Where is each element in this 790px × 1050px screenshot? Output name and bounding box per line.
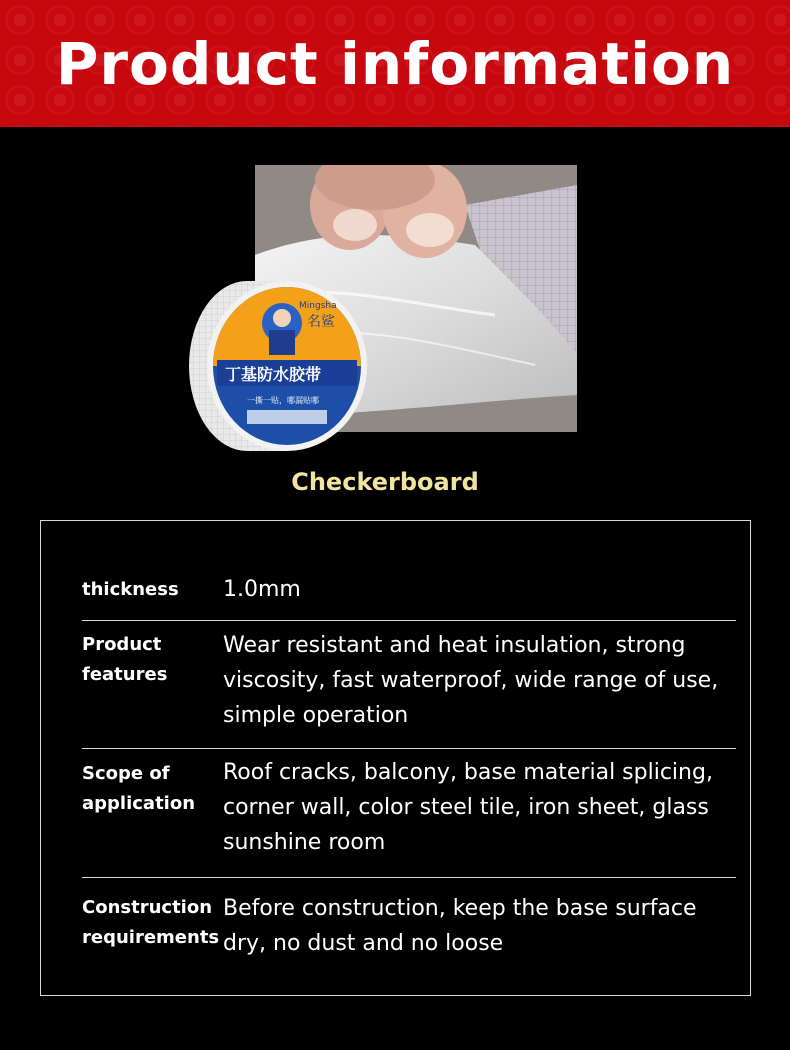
spec-value: Roof cracks, balcony, base material splicing, corner wall, color steel tile, iron sheet, glass sunshine room <box>223 760 713 855</box>
spec-value: Wear resistant and heat insulation, strong viscosity, fast waterproof, wide range of use, simple operation <box>223 633 719 728</box>
spec-table <box>40 520 751 996</box>
svg-text:名鲨: 名鲨 <box>307 314 335 330</box>
tape-roll-image <box>187 278 367 453</box>
svg-text:一撕一贴，哪漏贴哪: 一撕一贴，哪漏贴哪 <box>247 396 319 405</box>
spec-label: thickness <box>82 579 179 600</box>
spec-label: Construction requirements <box>82 897 220 948</box>
divider <box>82 877 736 878</box>
svg-text:Mingsha: Mingsha <box>299 301 337 311</box>
page-title: Product information <box>55 29 735 98</box>
spec-label: Scope of application <box>82 763 196 814</box>
divider <box>82 748 736 749</box>
divider <box>82 620 736 621</box>
spec-value: Before construction, keep the base surface dry, no dust and no loose <box>223 896 697 956</box>
spec-label: Product features <box>82 634 168 685</box>
spec-value: 1.0mm <box>223 577 301 602</box>
svg-text:丁基防水胶带: 丁基防水胶带 <box>225 365 322 384</box>
product-caption: Checkerboard <box>291 468 479 496</box>
tape-roll-icon <box>187 278 367 453</box>
header-banner <box>0 0 790 127</box>
